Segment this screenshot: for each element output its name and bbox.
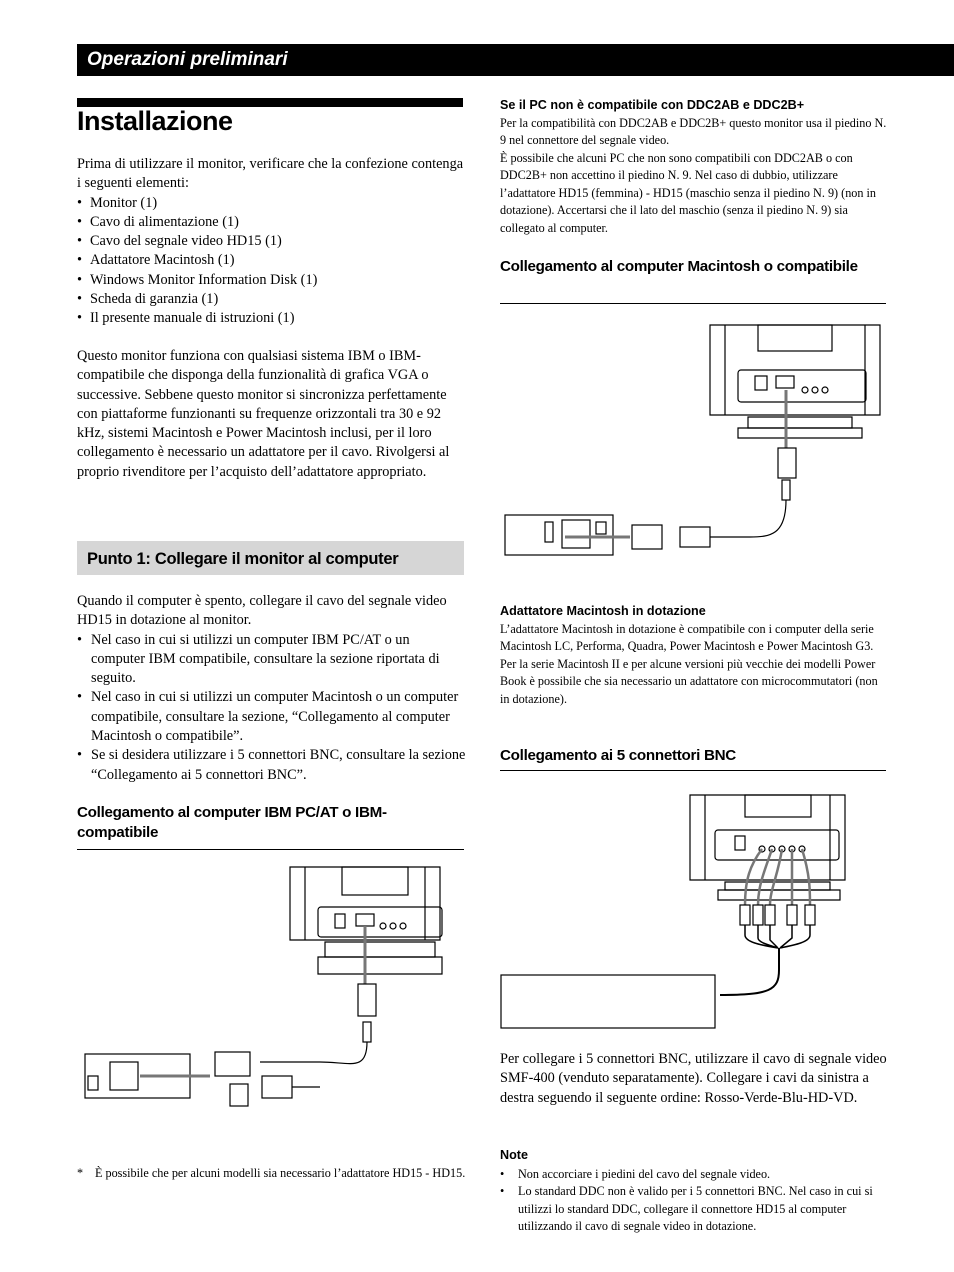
mac-adapter-text-2: Per la serie Macintosh II e per alcune versioni più vecchie dei modelli Power Book è possibile che sia necessario un adattatore con microcommutatori (non in dotazione). xyxy=(500,656,878,706)
mac-adapter-title: Adattatore Macintosh in dotazione xyxy=(500,604,706,618)
ddc-section xyxy=(500,97,890,237)
monitor-stand xyxy=(325,942,435,957)
mac-adapter-text-1: L’adattatore Macintosh in dotazione è compatibile con i computer della serie Macintosh LC, Performa, Quadra, Power Macintosh e Power Macintosh G3. xyxy=(500,621,874,653)
list-item: • Nel caso in cui si utilizzi un computer IBM PC/AT o un computer IBM compatibile, consultare la sezione riportata di seguito. xyxy=(77,631,467,689)
list-item: • Cavo del segnale video HD15 (1) xyxy=(77,232,467,251)
list-item: • Windows Monitor Information Disk (1) xyxy=(77,271,467,290)
list-item: • Adattatore Macintosh (1) xyxy=(77,251,467,270)
step1-title: Punto 1: Collegare il monitor al computer xyxy=(87,550,399,568)
monitor-back-panel xyxy=(318,907,442,937)
bnc-rule xyxy=(500,770,886,771)
notes-list xyxy=(500,1166,890,1236)
monitor-stand xyxy=(725,882,830,890)
list-item: • Cavo di alimentazione (1) xyxy=(77,213,467,232)
mac-adapter xyxy=(632,525,662,549)
mac-section-title: Collegamento al computer Macintosh o compatibile xyxy=(500,258,858,275)
list-item: • Se si desidera utilizzare i 5 connettori BNC, consultare la sezione “Collegamento ai 5 connettori BNC”. xyxy=(77,746,467,785)
footnote-text: È possibile che per alcuni modelli sia necessario l’adattatore HD15 - HD15. xyxy=(95,1166,466,1180)
ddc-title: Se il PC non è compatibile con DDC2AB e DDC2B+ xyxy=(500,98,805,112)
mac-computer xyxy=(505,515,613,555)
ddc-text-2: È possibile che alcuni PC che non sono compatibili con DDC2AB o con DDC2B+ non accettino il piedino N. 9. Nel caso di dubbio, utilizzare l’adattatore HD15 (femmina) - HD15 (maschio senza il piedino N. 9) (non in dotazione). Accertarsi che il lato del maschio (senza il piedino N. 9) sia collegato al computer. xyxy=(500,150,877,235)
step1-section xyxy=(77,592,467,785)
ibm-footnote xyxy=(77,1165,467,1183)
list-item: • Il presente manuale di istruzioni (1) xyxy=(77,309,467,328)
page-title: Installazione xyxy=(77,106,233,136)
monitor-body xyxy=(690,795,845,880)
bnc-paragraph: Per collegare i 5 connettori BNC, utilizzare il cavo di segnale video SMF-400 (venduto separatamente). Collegare i cavi da sinistra a destra seguendo il seguente ordine: Rosso-Verde-Blu-HD-VD. xyxy=(500,1051,887,1106)
list-item: • Non accorciare i piedini del cavo del segnale video. xyxy=(500,1166,890,1184)
ibm-section-title: Collegamento al computer IBM PC/AT o IBM-compatibile xyxy=(77,804,387,841)
bnc-label-box xyxy=(501,975,715,1028)
monitor-stand xyxy=(748,417,852,428)
mac-connection-diagram xyxy=(500,320,886,565)
notes-section xyxy=(500,1147,890,1236)
list-item: • Monitor (1) xyxy=(77,194,467,213)
step1-list xyxy=(77,631,467,785)
mac-rule xyxy=(500,303,886,304)
compat-paragraph: Questo monitor funziona con qualsiasi sistema IBM o IBM-compatibile che disponga della funzionalità di grafica VGA o successive. Sebbene questo monitor si sincronizza perfettamente con piattaforme funzionanti su frequenze orizzontali tra 30 e 92 kHz, sistemi Macintosh e Power Macintosh inclusi, per il loro collegamento è necessario un adattatore per il cavo. Rivolgersi al proprio rivenditore per l’acquisto dell’adattatore appropriato. xyxy=(77,348,450,480)
list-item: • Nel caso in cui si utilizzi un computer Macintosh o un computer compatibile, consultare la sezione, “Collegamento al computer Macintosh o compatibile”. xyxy=(77,688,467,746)
monitor-back-panel xyxy=(715,830,839,860)
monitor-back-panel xyxy=(738,370,866,402)
list-item: • Lo standard DDC non è valido per i 5 connettori BNC. Nel caso in cui si utilizzi lo standard DDC, collegare il connettore HD15 al computer utilizzando il cavo di segnale video in dotazione. xyxy=(500,1183,890,1236)
header-title: Operazioni preliminari xyxy=(87,49,288,70)
ddc-text-1: Per la compatibilità con DDC2AB e DDC2B+ questo monitor usa il piedino N. 9 nel connettore del segnale video. xyxy=(500,115,887,147)
ibm-rule xyxy=(77,849,464,850)
adapter-plug xyxy=(215,1052,250,1076)
intro-section xyxy=(77,155,467,329)
notes-title: Note xyxy=(500,1148,528,1162)
mac-adapter-section xyxy=(500,603,890,708)
hd15-plug xyxy=(778,448,796,478)
list-item: • Scheda di garanzia (1) xyxy=(77,290,467,309)
intro-lead: Prima di utilizzare il monitor, verificare che la confezione contenga i seguenti elementi: xyxy=(77,156,464,192)
bnc-section-title: Collegamento ai 5 connettori BNC xyxy=(500,747,736,764)
hd15-plug xyxy=(358,984,376,1016)
step1-lead: Quando il computer è spento, collegare il cavo del segnale video HD15 in dotazione al monitor. xyxy=(77,593,447,629)
contents-list xyxy=(77,194,467,329)
footnote-mark: * xyxy=(77,1166,84,1180)
bnc-connection-diagram xyxy=(500,790,886,1030)
ibm-connection-diagram xyxy=(80,862,465,1112)
